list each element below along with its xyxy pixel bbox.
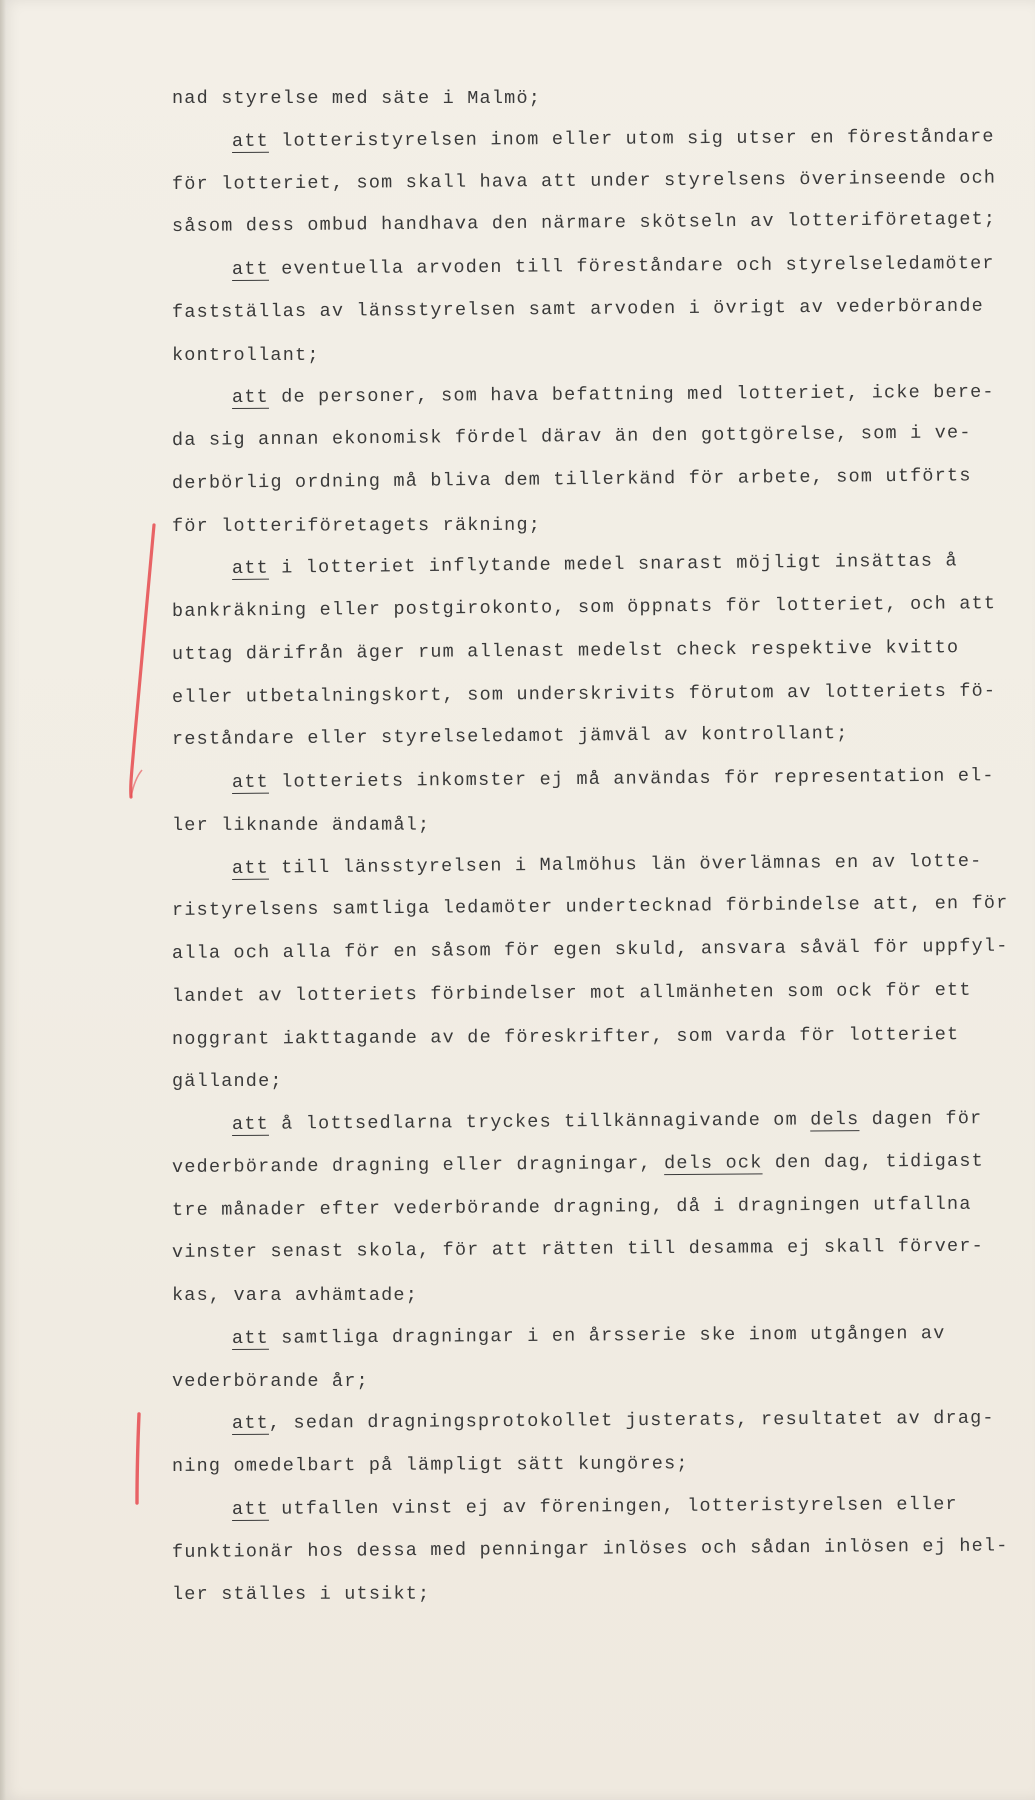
text-line [172, 167, 996, 194]
text-line [232, 1494, 958, 1520]
att-keyword: att [231, 1113, 269, 1135]
text-line [232, 1323, 946, 1349]
att-keyword: att [231, 1412, 269, 1435]
text-line [172, 593, 996, 622]
underlined-word: dels [810, 1109, 860, 1131]
text-line [172, 295, 984, 322]
text-line [172, 1071, 283, 1092]
line-text: de personer, som hava befattning med lotteriet, icke bere- [268, 381, 995, 408]
line-text: till länsstyrelsen i Malmöhus län överlämnas en av lotte- [268, 850, 983, 879]
line-text: lotteriets inkomster ej må användas för representation el- [268, 765, 995, 793]
line-text: derbörlig ordning må bliva dem tillerkänd för arbete, som utförts [171, 465, 972, 494]
text-line [172, 893, 1009, 921]
line-text: alla och alla för en såsom för egen skuld, ansvara såväl för uppfyl- [171, 935, 1009, 964]
line-text: tre månader efter vederbörande dragning, då i dragningen utfallna [171, 1193, 972, 1221]
line-text: ler liknande ändamål; [171, 814, 431, 836]
line-text: ler ställes i utsikt; [171, 1583, 431, 1606]
text-line [172, 1584, 430, 1605]
text-line [232, 765, 995, 793]
line-text-tail: den dag, tidigast [762, 1150, 984, 1174]
line-text: i lotteriet inflytande medel snarast möjligt insättas å [268, 550, 958, 579]
text-line [172, 209, 996, 237]
text-line [172, 723, 849, 750]
text-line [172, 1236, 984, 1263]
att-keyword: att [231, 1327, 269, 1349]
line-text: lotteristyrelsen inom eller utom sig utser en föreståndare [268, 126, 995, 152]
line-text: eller utbetalningskort, som underskrivits förutom av lotteriets fö- [171, 680, 997, 708]
red-margin-line-upper [120, 515, 160, 805]
text-line [172, 814, 430, 835]
text-line [232, 253, 995, 280]
red-stroke-upper [131, 525, 154, 797]
line-text: da sig annan ekonomisk fördel därav än den gottgörelse, som i ve- [171, 422, 972, 451]
text-line [172, 1285, 418, 1306]
text-line [172, 680, 996, 707]
text-line [172, 637, 959, 665]
red-stroke-lower [137, 1414, 139, 1503]
text-line [172, 1150, 984, 1177]
text-line [172, 979, 972, 1006]
line-text: gällande; [172, 1071, 283, 1093]
line-text: ning omedelbart på lämpligt sätt kungöres; [171, 1453, 689, 1477]
line-text: , sedan dragningsprotokollet justerats, resultatet av drag- [268, 1407, 995, 1434]
line-text: å lottsedlarna tryckes tillkännagivande om [268, 1109, 811, 1135]
line-text: vederbörande år; [172, 1370, 369, 1392]
line-text: för lotteriföretagets räkning; [171, 514, 542, 537]
line-text: funktionär hos dessa med penningar inlöses och sådan inlösen ej hel- [171, 1534, 1009, 1563]
line-text: nad styrelse med säte i Malmö; [172, 88, 542, 109]
line-text: utfallen vinst ej av föreningen, lotteristyrelsen eller [268, 1493, 958, 1520]
att-keyword: att [231, 386, 269, 409]
att-keyword: att [231, 857, 270, 879]
text-line [232, 382, 995, 408]
text-line [232, 551, 958, 580]
text-line [172, 1371, 369, 1392]
line-text: vederbörande dragning eller dragningar, [171, 1152, 665, 1178]
text-line [172, 1535, 1009, 1563]
line-text: bankräkning eller postgirokonto, som öppnats för lotteriet, och att [171, 593, 997, 622]
line-text: kas, vara avhämtade; [172, 1285, 419, 1306]
line-text: reståndare eller styrelseledamot jämväl av kontrollant; [171, 723, 849, 751]
text-line [172, 88, 541, 109]
line-text: landet av lotteriets förbindelser mot allmänheten som ock för ett [171, 979, 972, 1007]
text-line [232, 126, 995, 152]
line-text: uttag därifrån äger rum allenast medelst check respektive kvitto [171, 636, 960, 665]
att-keyword: att [231, 130, 269, 152]
line-text: samtliga dragningar i en årsserie ske inom utgången av [268, 1322, 946, 1349]
page-edge [0, 0, 6, 1800]
line-text: kontrollant; [172, 344, 320, 366]
line-text: såsom dess ombud handhava den närmare skötseln av lotteriföretaget; [171, 209, 997, 238]
text-line [172, 1453, 689, 1477]
text-line [232, 850, 983, 878]
text-line [172, 422, 972, 451]
line-text: ristyrelsens samtliga ledamöter undertecknad förbindelse att, en för [171, 892, 1009, 922]
line-text: eventuella arvoden till föreståndare och styrelseledamöter [268, 253, 995, 280]
line-text-tail: dagen för [859, 1108, 983, 1131]
text-line [232, 1408, 995, 1434]
text-line [172, 1024, 959, 1050]
underlined-word: dels ock [663, 1152, 763, 1174]
red-margin-line-lower [124, 1408, 154, 1508]
line-text: för lotteriet, som skall hava att under styrelsens överinseende och [171, 167, 997, 195]
att-keyword: att [231, 1498, 269, 1520]
line-text: vinster senast skola, för att rätten till desamma ej skall förver- [171, 1235, 984, 1264]
text-line [172, 345, 320, 366]
att-keyword: att [231, 557, 270, 580]
att-keyword: att [231, 771, 269, 793]
text-line [172, 1193, 972, 1220]
text-line [172, 465, 972, 494]
line-text: fastställas av länsstyrelsen samt arvoden i övrigt av vederbörande [171, 295, 984, 323]
text-line [172, 936, 1009, 964]
att-keyword: att [231, 258, 269, 280]
line-text: noggrant iakttagande av de föreskrifter, som varda för lotteriet [171, 1023, 960, 1050]
text-line [232, 1108, 983, 1135]
text-line [172, 514, 541, 536]
